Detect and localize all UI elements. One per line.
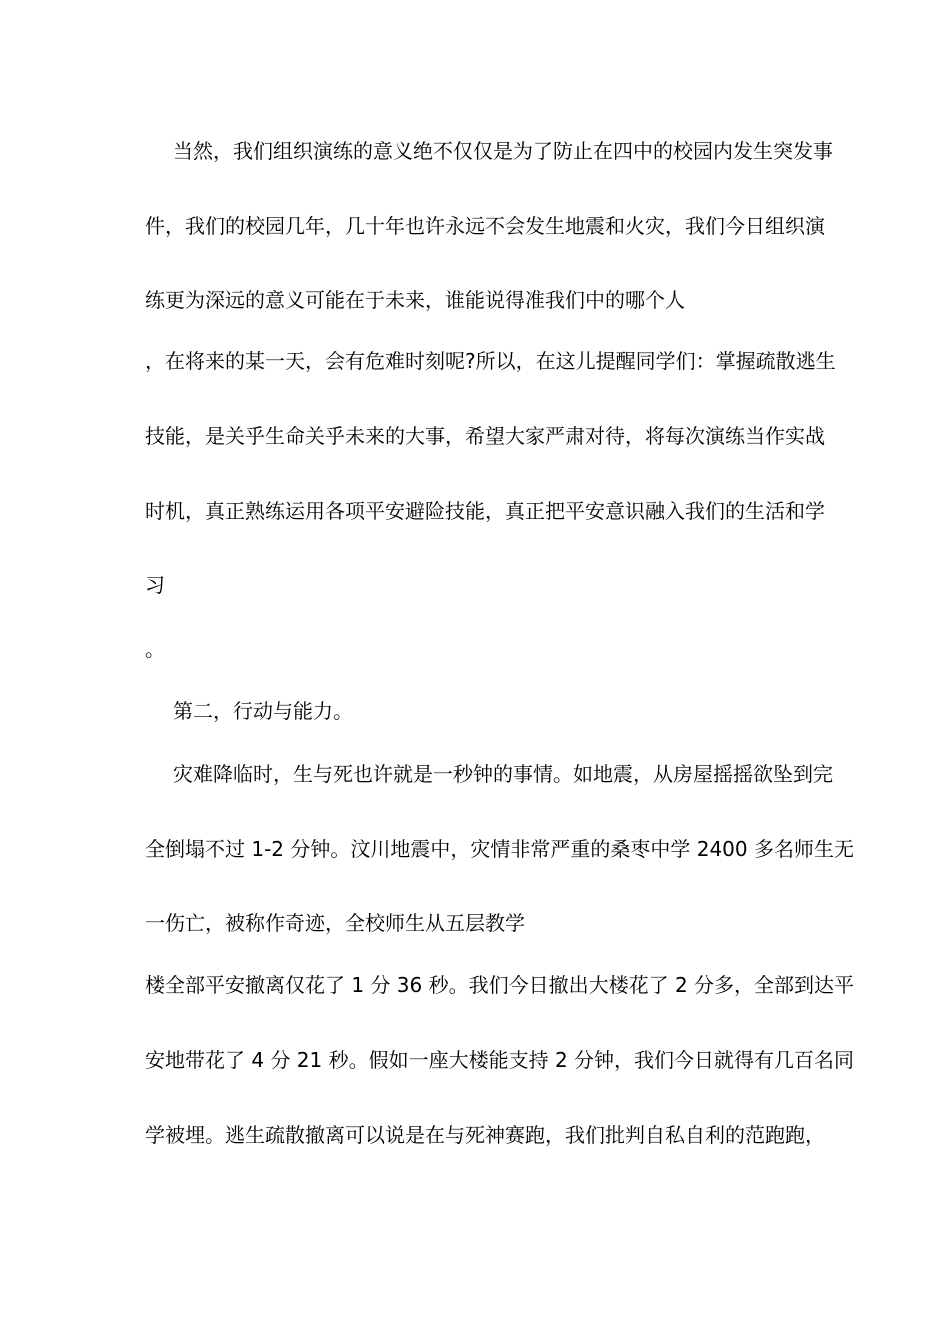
paragraph-line: 楼全部平安撤离仅花了 1 分 36 秒。我们今日撤出大楼花了 2 分多，全部到达平	[145, 973, 855, 997]
paragraph-line: 灾难降临时，生与死也许就是一秒钟的事情。如地震，从房屋摇摇欲坠到完	[173, 762, 833, 786]
paragraph-line: 练更为深远的意义可能在于未来，谁能说得准我们中的哪个人	[145, 288, 685, 312]
paragraph-line: 一伤亡，被称作奇迹，全校师生从五层教学	[145, 911, 525, 935]
paragraph-line: 时机，真正熟练运用各项平安避险技能，真正把平安意识融入我们的生活和学	[145, 499, 825, 523]
paragraph-line: 。	[145, 637, 165, 661]
section-heading: 第二，行动与能力。	[173, 699, 353, 723]
paragraph-line: ，在将来的某一天，会有危难时刻呢?所以，在这儿提醒同学们：掌握疏散逃生	[145, 349, 836, 373]
paragraph-line: 当然，我们组织演练的意义绝不仅仅是为了防止在四中的校园内发生突发事	[173, 139, 833, 163]
paragraph-line: 习	[145, 573, 165, 597]
paragraph-line: 件，我们的校园几年，几十年也许永远不会发生地震和火灾，我们今日组织演	[145, 214, 825, 238]
paragraph-line: 安地带花了 4 分 21 秒。假如一座大楼能支持 2 分钟，我们今日就得有几百名同	[145, 1048, 855, 1072]
paragraph-line: 全倒塌不过 1-2 分钟。汶川地震中，灾情非常严重的桑枣中学 2400 多名师生无	[145, 837, 854, 861]
paragraph-line: 技能，是关乎生命关乎未来的大事，希望大家严肃对待，将每次演练当作实战	[145, 424, 825, 448]
paragraph-line: 学被埋。逃生疏散撤离可以说是在与死神赛跑，我们批判自私自利的范跑跑，	[145, 1123, 825, 1147]
